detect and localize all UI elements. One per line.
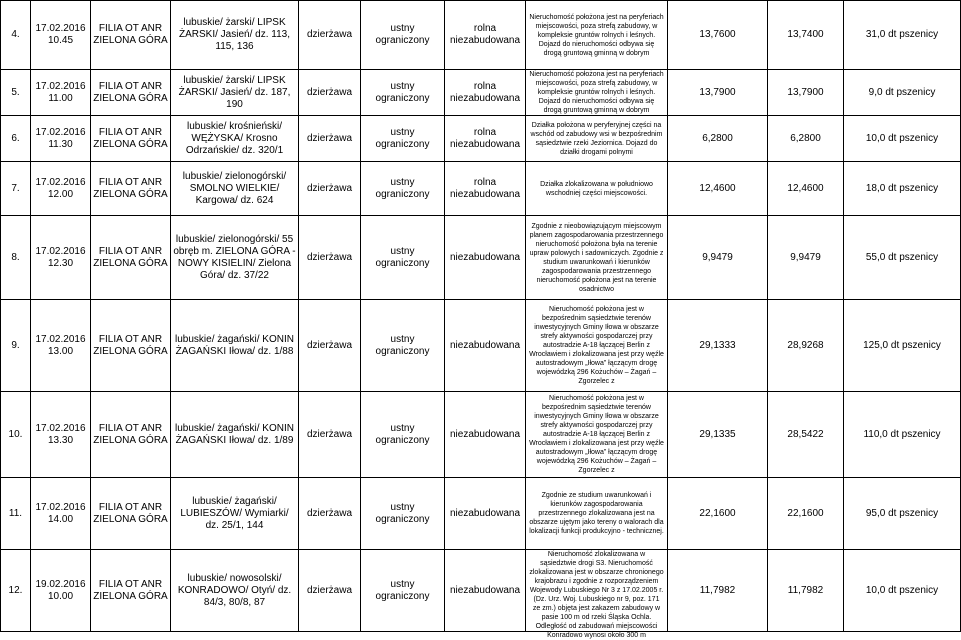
usable-area: 22,1600 bbox=[768, 478, 844, 550]
contract-form: dzierżawa bbox=[299, 70, 361, 116]
location: lubuskie/ żarski/ LIPSK ŻARSKI/ Jasień/ dz. 187, 190 bbox=[171, 70, 299, 116]
contract-form: dzierżawa bbox=[299, 550, 361, 632]
auction-date: 17.02.2016 13.00 bbox=[31, 300, 91, 392]
auction-date: 17.02.2016 12.00 bbox=[31, 162, 91, 216]
description bbox=[526, 550, 668, 639]
total-area: 13,7600 bbox=[668, 1, 768, 70]
row-number: 5. bbox=[1, 70, 31, 116]
row-number: 7. bbox=[1, 162, 31, 216]
row-number: 9. bbox=[1, 300, 31, 392]
description bbox=[526, 300, 668, 392]
total-area: 22,1600 bbox=[668, 478, 768, 550]
usable-area: 6,2800 bbox=[768, 116, 844, 162]
usable-area: 12,4600 bbox=[768, 162, 844, 216]
table-row bbox=[1, 392, 961, 478]
row-number: 12. bbox=[1, 550, 31, 632]
auction-date: 19.02.2016 10.00 bbox=[31, 550, 91, 632]
table-row bbox=[1, 70, 961, 116]
description-text: Działka położona w peryferyjnej części na wschód od zabudowy wsi w bezpośrednim sąsiedztwie rzeki Jeziornica. Dojazd do działki drogami polnymi bbox=[530, 121, 663, 156]
row-number: 11. bbox=[1, 478, 31, 550]
seller: FILIA OT ANR ZIELONA GÓRA bbox=[91, 550, 171, 632]
description bbox=[526, 392, 668, 478]
auction-date: 17.02.2016 14.00 bbox=[31, 478, 91, 550]
description-text: Działka zlokalizowana w południowo wschodniej części miejscowości. bbox=[540, 180, 653, 197]
description bbox=[526, 216, 668, 300]
description-text: Nieruchomość położona jest w bezpośrednim sąsiedztwie terenów inwestycyjnych Gminy Iłowa w obszarze strefy aktywności gospodarczej przy autostradzie A-18 łączącej Berlin z Wrocławiem i zlokalizowana jest przy węźle autostradowym „Iłowa” łączącym drogę wojewódzką 296 Kożuchów – Żagań – Zgorzelec z bbox=[529, 306, 664, 385]
seller: FILIA OT ANR ZIELONA GÓRA bbox=[91, 162, 171, 216]
table-body bbox=[1, 1, 961, 639]
location: lubuskie/ żagański/ KONIN ŻAGAŃSKI Iłowa/ dz. 1/89 bbox=[171, 392, 299, 478]
total-area: 29,1333 bbox=[668, 300, 768, 392]
auction-date: 17.02.2016 12.30 bbox=[31, 216, 91, 300]
table-row bbox=[1, 116, 961, 162]
rent-price: 125,0 dt pszenicy bbox=[844, 300, 961, 392]
auction-mode: ustny ograniczony bbox=[361, 216, 445, 300]
description bbox=[526, 70, 668, 116]
auction-mode: ustny ograniczony bbox=[361, 1, 445, 70]
description-text: Nieruchomość położona jest na peryferiach miejscowości, poza strefą zabudowy, w kompleksie gruntów rolnych i leśnych. Dojazd do nieruchomości odbywa się drogą gruntową gminną w dobrym bbox=[529, 13, 664, 57]
table-row bbox=[1, 1, 961, 70]
total-area: 11,7982 bbox=[668, 550, 768, 632]
auction-date: 17.02.2016 10.45 bbox=[31, 1, 91, 70]
location: lubuskie/ żarski/ LIPSK ŻARSKI/ Jasień/ dz. 113, 115, 136 bbox=[171, 1, 299, 70]
description-text: Nieruchomość położona jest w bezpośrednim sąsiedztwie terenów inwestycyjnych Gminy Iłowa w obszarze strefy aktywności gospodarczej przy autostradzie A-18 łączącej Berlin z Wrocławiem i zlokalizowana jest przy węźle autostradowym „Iłowa” łączącym drogę wojewódzką 296 Kożuchów – Żagań – Zgorzelec z bbox=[529, 395, 664, 474]
auction-mode: ustny ograniczony bbox=[361, 478, 445, 550]
auction-mode: ustny ograniczony bbox=[361, 392, 445, 478]
total-area: 29,1335 bbox=[668, 392, 768, 478]
table-row bbox=[1, 216, 961, 300]
seller: FILIA OT ANR ZIELONA GÓRA bbox=[91, 300, 171, 392]
seller: FILIA OT ANR ZIELONA GÓRA bbox=[91, 116, 171, 162]
seller: FILIA OT ANR ZIELONA GÓRA bbox=[91, 478, 171, 550]
land-use: rolna niezabudowana bbox=[445, 1, 526, 70]
description bbox=[526, 162, 668, 216]
location: lubuskie/ krośnieński/ WĘŻYSKA/ Krosno Odrzańskie/ dz. 320/1 bbox=[171, 116, 299, 162]
auction-date: 17.02.2016 11.30 bbox=[31, 116, 91, 162]
usable-area: 28,9268 bbox=[768, 300, 844, 392]
rent-price: 31,0 dt pszenicy bbox=[844, 1, 961, 70]
land-use: niezabudowana bbox=[445, 216, 526, 300]
land-use: niezabudowana bbox=[445, 550, 526, 632]
rent-price: 9,0 dt pszenicy bbox=[844, 70, 961, 116]
contract-form: dzierżawa bbox=[299, 478, 361, 550]
contract-form: dzierżawa bbox=[299, 300, 361, 392]
contract-form: dzierżawa bbox=[299, 216, 361, 300]
seller: FILIA OT ANR ZIELONA GÓRA bbox=[91, 392, 171, 478]
location: lubuskie/ zielonogórski/ SMOLNO WIELKIE/ Kargowa/ dz. 624 bbox=[171, 162, 299, 216]
rent-price: 55,0 dt pszenicy bbox=[844, 216, 961, 300]
description-text: Zgodnie z nieobowiązującym miejscowym planem zagospodarowania przestrzennego nieruchomość położona była na terenie upraw polowych i sadowniczych. Zgodnie z studium uwarunkowań i kierunków zagospodarowania przestrzennego nieruchomość położona jest na terenie osadnictwo bbox=[529, 222, 664, 293]
rent-price: 95,0 dt pszenicy bbox=[844, 478, 961, 550]
total-area: 12,4600 bbox=[668, 162, 768, 216]
seller: FILIA OT ANR ZIELONA GÓRA bbox=[91, 216, 171, 300]
description bbox=[526, 478, 668, 550]
table-row bbox=[1, 550, 961, 632]
auction-mode: ustny ograniczony bbox=[361, 300, 445, 392]
auction-mode: ustny ograniczony bbox=[361, 70, 445, 116]
auction-mode: ustny ograniczony bbox=[361, 162, 445, 216]
description-text: Zgodnie ze studium uwarunkowań i kierunków zagospodarowania przestrzennego zlokalizowana jest na obszarze ujętym jako tereny o walorach dla lokalizacji funkcji produkcyjno - technicznej. bbox=[529, 492, 664, 535]
auction-mode: ustny ograniczony bbox=[361, 550, 445, 632]
description bbox=[526, 116, 668, 162]
table-row bbox=[1, 300, 961, 392]
rent-price: 10,0 dt pszenicy bbox=[844, 550, 961, 632]
location: lubuskie/ żagański/ KONIN ŻAGAŃSKI Iłowa/ dz. 1/88 bbox=[171, 300, 299, 392]
total-area: 9,9479 bbox=[668, 216, 768, 300]
land-use: niezabudowana bbox=[445, 478, 526, 550]
description-text: Nieruchomość położona jest na peryferiach miejscowości, poza strefą zabudowy, w kompleksie gruntów rolnych i leśnych. Dojazd do nieruchomości odbywa się drogą gruntową gminną w dobrym bbox=[529, 71, 664, 114]
auction-date: 17.02.2016 11.00 bbox=[31, 70, 91, 116]
location: lubuskie/ zielonogórski/ 55 obręb m. ZIELONA GÓRA - NOWY KISIELIN/ Zielona Góra/ dz. 37/22 bbox=[171, 216, 299, 300]
usable-area: 28,5422 bbox=[768, 392, 844, 478]
land-use: rolna niezabudowana bbox=[445, 162, 526, 216]
contract-form: dzierżawa bbox=[299, 1, 361, 70]
description-text: Nieruchomość zlokalizowana w sąsiedztwie drogi S3. Nieruchomość zlokalizowana jest w obszarze chronionego krajobrazu i zgodnie z rozporządzeniem Wojewody Lubuskiego Nr 3 z 17.02.2005 r. (Dz. Urz. Woj. Lubuskiego nr 9, poz. 171 ze zm.) objęta jest zakazem zabudowy w pasie 100 m od rzeki Śląska Ochla. Odległość od zabudowań miejscowości Konradowo wynosi około 300 m bbox=[529, 551, 664, 639]
location: lubuskie/ nowosolski/ KONRADOWO/ Otyń/ dz. 84/3, 80/8, 87 bbox=[171, 550, 299, 632]
location: lubuskie/ żagański/ LUBIESZÓW/ Wymiarki/ dz. 25/1, 144 bbox=[171, 478, 299, 550]
table-row bbox=[1, 162, 961, 216]
rent-price: 10,0 dt pszenicy bbox=[844, 116, 961, 162]
usable-area: 13,7400 bbox=[768, 1, 844, 70]
land-use: niezabudowana bbox=[445, 300, 526, 392]
rent-price: 110,0 dt pszenicy bbox=[844, 392, 961, 478]
row-number: 4. bbox=[1, 1, 31, 70]
contract-form: dzierżawa bbox=[299, 162, 361, 216]
total-area: 6,2800 bbox=[668, 116, 768, 162]
land-use: rolna niezabudowana bbox=[445, 116, 526, 162]
row-number: 10. bbox=[1, 392, 31, 478]
rent-price: 18,0 dt pszenicy bbox=[844, 162, 961, 216]
land-use: rolna niezabudowana bbox=[445, 70, 526, 116]
usable-area: 9,9479 bbox=[768, 216, 844, 300]
row-number: 6. bbox=[1, 116, 31, 162]
land-use: niezabudowana bbox=[445, 392, 526, 478]
seller: FILIA OT ANR ZIELONA GÓRA bbox=[91, 1, 171, 70]
contract-form: dzierżawa bbox=[299, 392, 361, 478]
total-area: 13,7900 bbox=[668, 70, 768, 116]
auction-mode: ustny ograniczony bbox=[361, 116, 445, 162]
usable-area: 13,7900 bbox=[768, 70, 844, 116]
seller: FILIA OT ANR ZIELONA GÓRA bbox=[91, 70, 171, 116]
table-row bbox=[1, 478, 961, 550]
auction-date: 17.02.2016 13.30 bbox=[31, 392, 91, 478]
usable-area: 11,7982 bbox=[768, 550, 844, 632]
row-number: 8. bbox=[1, 216, 31, 300]
description bbox=[526, 1, 668, 70]
contract-form: dzierżawa bbox=[299, 116, 361, 162]
